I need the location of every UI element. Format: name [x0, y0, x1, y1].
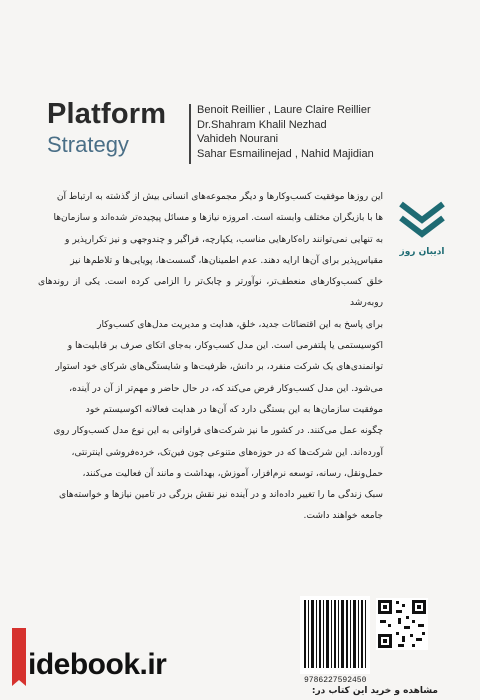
blurb-line: ها با بازیگران مختلف وابسته است. امروزه نیازها و مسائل پیچیده‌تر شده‌اند و سازمان‌ها: [53, 213, 383, 224]
blurb-line: به تنهایی نمی‌توانند راه‌کارهایی مناسب، یکپارچه، فراگیر و چندوجهی و نیز تکرارپذیر و: [65, 234, 383, 245]
blurb-line: توانمندی‌های یک شرکت منفرد، بر دانش، ظرفیت‌ها و شایستگی‌های شرکای خود استوار: [55, 362, 383, 373]
author-line: Benoit Reillier , Laure Claire Reillier: [197, 104, 371, 116]
author-line: Sahar Esmailinejad , Nahid Majidian: [197, 147, 374, 160]
blurb-line: موفقیت سازمان‌ها به این بستگی دارد که آن‌ها در هدایت فعالانه اکوسیستم خود: [85, 404, 383, 415]
blurb-line: آورده‌اند. این شرکت‌ها که در حوزه‌های متنوعی چون فین‌تک، خرده‌فروشی اینترنتی،: [71, 447, 383, 458]
bookmark-notch: [12, 680, 26, 686]
isbn-number: 9786227592450: [304, 676, 367, 685]
blurb-line: مقیاس‌پذیر برای آن‌ها ارایه دهند. عدم اطمینان‌ها، گسست‌ها، پویایی‌ها و تلاطم‌ها نیز: [70, 255, 383, 266]
buy-caption: مشاهده و خرید این کتاب در:: [311, 686, 438, 696]
author-line: Vahideh Nourani: [197, 133, 279, 145]
book-subtitle: Strategy: [47, 132, 129, 157]
blurb-line: حمل‌ونقل، رسانه، توسعه نرم‌افزار، آموزش، بهداشت و مانند آن فعالیت می‌کنند،: [82, 468, 383, 479]
title-divider: [189, 104, 191, 164]
blurb-line: اکوسیستمی یا پلتفرمی است. این مدل کسب‌وکار، به‌جای اتکای صرف بر قابلیت‌ها و: [67, 341, 383, 352]
author-line: Dr.Shahram Khalil Nezhad: [197, 118, 327, 131]
blurb-line: جامعه خواهند داشت.: [303, 511, 383, 522]
blurb-line: چگونه عمل می‌کنند. در کشور ما نیز شرکت‌های فراوانی به این نوع مدل کسب‌وکار روی: [53, 426, 383, 437]
blurb-line: سبک زندگی ما را تغییر داده‌اند و در آینده نیز نقش بزرگی در تامین نیازها و خواسته‌های: [58, 490, 383, 501]
blurb-line: می‌شود. این مدل کسب‌وکار فرض می‌کند که، در حال حاضر و مهم‌تر از آن در آینده،: [69, 383, 383, 394]
blurb-text: [38, 187, 383, 528]
qr-code-icon: [376, 598, 428, 650]
author-list: [197, 103, 374, 161]
blurb-line: خلق کسب‌وکارهای منعطف‌تر، نوآورتر و چابک‌تر را الزامی کرده است. یکی از روندهای رو‌به‌رشد: [38, 277, 383, 309]
barcode-icon: [300, 596, 370, 674]
bookmark-badge-icon: [12, 628, 26, 680]
book-title: Platform: [47, 98, 167, 130]
store-brand-link[interactable]: idebook.ir: [28, 648, 167, 681]
blurb-line: برای پاسخ به این اقتضائات جدید، خلق، هدایت و مدیریت مدل‌های کسب‌وکار: [97, 319, 383, 330]
blurb-line: این روزها موفقیت کسب‌وکارها و دیگر مجموعه‌های انسانی بیش از گذشته به ارتباط آن: [56, 192, 383, 202]
barcode-area: [300, 596, 430, 676]
publisher-name: ادیبان روز: [399, 247, 445, 257]
